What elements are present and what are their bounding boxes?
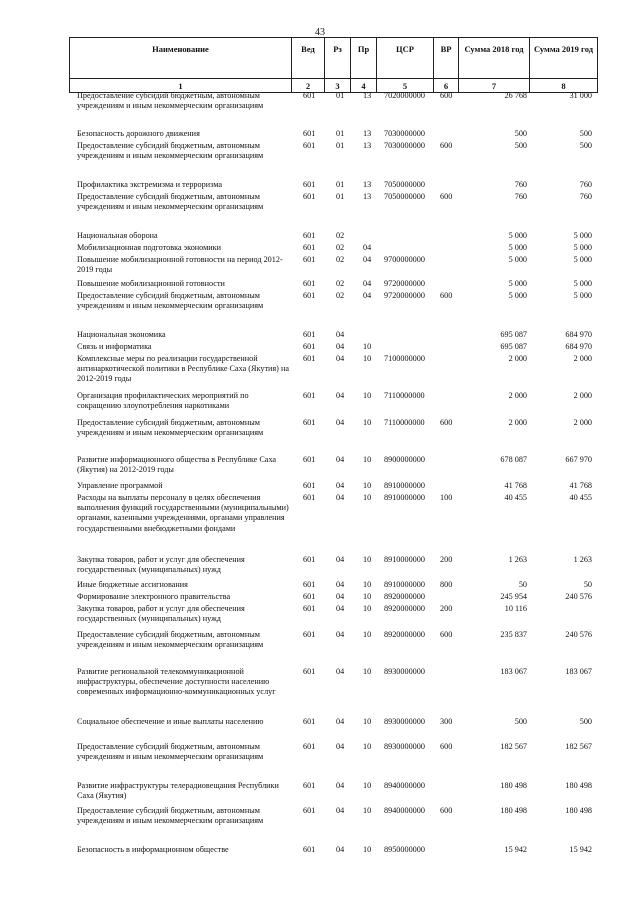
row-csr: 8900000000 xyxy=(384,455,425,464)
row-sum-2018: 50 xyxy=(518,580,527,589)
page-number: 43 xyxy=(315,27,325,38)
header-pr: Пр xyxy=(351,38,377,79)
row-csr: 8940000000 xyxy=(384,806,425,815)
row-vr: 600 xyxy=(440,141,453,150)
row-sum-2018: 235 837 xyxy=(500,630,527,639)
row-name: Профилактика экстремизма и терроризма xyxy=(77,180,222,189)
row-pr: 10 xyxy=(363,592,372,601)
row-sum-2018: 2 000 xyxy=(508,391,527,400)
row-name: Социальное обеспечение и иные выплаты населению xyxy=(77,717,264,726)
row-csr: 7050000000 xyxy=(384,180,425,189)
row-csr: 8910000000 xyxy=(384,493,425,502)
row-sum-2018: 5 000 xyxy=(508,291,527,300)
row-sum-2018: 180 498 xyxy=(500,806,527,815)
row-vr: 100 xyxy=(440,493,453,502)
row-pr: 13 xyxy=(363,192,372,201)
row-name: Организация профилактических мероприятий по сокращению злоупотребления наркотиками xyxy=(77,391,249,411)
row-ved: 601 xyxy=(303,243,316,252)
row-pr: 13 xyxy=(363,91,372,100)
row-csr: 8930000000 xyxy=(384,667,425,676)
row-sum-2019: 1 263 xyxy=(573,555,592,564)
row-pr: 10 xyxy=(363,806,372,815)
row-ved: 601 xyxy=(303,592,316,601)
row-sum-2019: 240 576 xyxy=(565,630,592,639)
header-ved: Вед xyxy=(292,38,325,79)
row-pr: 04 xyxy=(363,291,372,300)
row-name: Развитие информационного общества в Республике Саха (Якутия) на 2012-2019 годы xyxy=(77,455,277,475)
row-name: Национальная экономика xyxy=(77,330,166,339)
row-sum-2019: 5 000 xyxy=(573,279,592,288)
row-pr: 04 xyxy=(363,279,372,288)
row-csr: 8950000000 xyxy=(384,845,425,854)
column-number: 2 xyxy=(292,79,325,93)
row-name: Мобилизационная подготовка экономики xyxy=(77,243,222,252)
row-sum-2018: 500 xyxy=(514,141,527,150)
row-ved: 601 xyxy=(303,129,316,138)
row-ved: 601 xyxy=(303,354,316,363)
row-ved: 601 xyxy=(303,580,316,589)
row-name: Формирование электронного правительства xyxy=(77,592,231,601)
header-name: Наименование xyxy=(70,38,292,79)
header-rz: Рз xyxy=(325,38,351,79)
row-sum-2018: 15 942 xyxy=(504,845,527,854)
row-csr: 7030000000 xyxy=(384,141,425,150)
row-name: Развитие инфраструктуры телерадиовещания Республики Саха (Якутия) xyxy=(77,781,279,801)
row-rz: 04 xyxy=(336,493,345,502)
row-vr: 300 xyxy=(440,717,453,726)
row-pr: 10 xyxy=(363,630,372,639)
header-sum-2018: Сумма 2018 год xyxy=(459,38,530,79)
row-sum-2019: 760 xyxy=(579,192,592,201)
row-pr: 10 xyxy=(363,555,372,564)
row-pr: 10 xyxy=(363,742,372,751)
row-sum-2018: 5 000 xyxy=(508,231,527,240)
row-csr: 8910000000 xyxy=(384,580,425,589)
row-name: Связь и информатика xyxy=(77,342,152,351)
row-ved: 601 xyxy=(303,555,316,564)
row-csr: 7100000000 xyxy=(384,354,425,363)
row-sum-2018: 695 087 xyxy=(500,330,527,339)
row-name: Безопасность в информационном обществе xyxy=(77,845,229,854)
row-ved: 601 xyxy=(303,192,316,201)
row-pr: 10 xyxy=(363,493,372,502)
row-csr: 7020000000 xyxy=(384,91,425,100)
row-pr: 10 xyxy=(363,418,372,427)
row-name: Предоставление субсидий бюджетным, автономным учреждениям и иным некоммерческим организациям xyxy=(77,630,264,650)
row-ved: 601 xyxy=(303,231,316,240)
row-ved: 601 xyxy=(303,493,316,502)
row-pr: 13 xyxy=(363,129,372,138)
row-csr: 7050000000 xyxy=(384,192,425,201)
row-sum-2018: 500 xyxy=(514,717,527,726)
row-name: Иные бюджетные ассигнования xyxy=(77,580,188,589)
row-sum-2018: 10 116 xyxy=(504,604,527,613)
row-rz: 02 xyxy=(336,255,345,264)
row-ved: 601 xyxy=(303,781,316,790)
row-ved: 601 xyxy=(303,455,316,464)
column-number: 1 xyxy=(70,79,292,93)
row-ved: 601 xyxy=(303,604,316,613)
row-csr: 9720000000 xyxy=(384,279,425,288)
row-csr: 8920000000 xyxy=(384,604,425,613)
row-rz: 04 xyxy=(336,667,345,676)
row-name: Предоставление субсидий бюджетным, автономным учреждениям и иным некоммерческим организациям xyxy=(77,742,264,762)
row-name: Повышение мобилизационной готовности xyxy=(77,279,225,288)
row-sum-2019: 40 455 xyxy=(569,493,592,502)
header-vr: ВР xyxy=(434,38,459,79)
header-csr: ЦСР xyxy=(377,38,434,79)
row-name: Безопасность дорожного движения xyxy=(77,129,200,138)
row-name: Предоставление субсидий бюджетным, автономным учреждениям и иным некоммерческим организациям xyxy=(77,806,264,826)
row-pr: 10 xyxy=(363,342,372,351)
row-pr: 04 xyxy=(363,255,372,264)
row-vr: 600 xyxy=(440,91,453,100)
row-sum-2019: 667 970 xyxy=(565,455,592,464)
row-sum-2019: 5 000 xyxy=(573,243,592,252)
row-name: Закупка товаров, работ и услуг для обеспечения государственных (муниципальных) нужд xyxy=(77,604,245,624)
row-csr: 9700000000 xyxy=(384,255,425,264)
row-csr: 9720000000 xyxy=(384,291,425,300)
row-ved: 601 xyxy=(303,418,316,427)
row-rz: 04 xyxy=(336,806,345,815)
row-vr: 600 xyxy=(440,418,453,427)
row-sum-2018: 695 087 xyxy=(500,342,527,351)
row-pr: 10 xyxy=(363,455,372,464)
table-header xyxy=(69,37,598,93)
row-sum-2019: 500 xyxy=(579,717,592,726)
row-csr: 7110000000 xyxy=(384,391,425,400)
row-rz: 02 xyxy=(336,231,345,240)
row-pr: 10 xyxy=(363,604,372,613)
row-csr: 8930000000 xyxy=(384,717,425,726)
row-sum-2018: 245 954 xyxy=(500,592,527,601)
row-ved: 601 xyxy=(303,255,316,264)
row-csr: 7030000000 xyxy=(384,129,425,138)
row-rz: 02 xyxy=(336,279,345,288)
row-name: Предоставление субсидий бюджетным, автономным учреждениям и иным некоммерческим организациям xyxy=(77,418,264,438)
row-vr: 200 xyxy=(440,604,453,613)
column-number: 5 xyxy=(377,79,434,93)
row-sum-2018: 760 xyxy=(514,192,527,201)
row-sum-2018: 1 263 xyxy=(508,555,527,564)
row-rz: 04 xyxy=(336,580,345,589)
row-pr: 10 xyxy=(363,391,372,400)
row-sum-2018: 5 000 xyxy=(508,243,527,252)
row-pr: 10 xyxy=(363,354,372,363)
row-csr: 8930000000 xyxy=(384,742,425,751)
row-sum-2018: 2 000 xyxy=(508,418,527,427)
row-sum-2019: 684 970 xyxy=(565,330,592,339)
row-name: Предоставление субсидий бюджетным, автономным учреждениям и иным некоммерческим организациям xyxy=(77,91,264,111)
row-csr: 8910000000 xyxy=(384,555,425,564)
row-csr: 8940000000 xyxy=(384,781,425,790)
row-name: Предоставление субсидий бюджетным, автономным учреждениям и иным некоммерческим организациям xyxy=(77,192,264,212)
row-pr: 13 xyxy=(363,141,372,150)
row-sum-2018: 183 067 xyxy=(500,667,527,676)
row-ved: 601 xyxy=(303,180,316,189)
row-pr: 10 xyxy=(363,845,372,854)
row-rz: 04 xyxy=(336,354,345,363)
column-number: 4 xyxy=(351,79,377,93)
row-vr: 800 xyxy=(440,580,453,589)
row-rz: 04 xyxy=(336,742,345,751)
row-sum-2019: 15 942 xyxy=(569,845,592,854)
row-rz: 04 xyxy=(336,630,345,639)
row-ved: 601 xyxy=(303,330,316,339)
row-sum-2019: 500 xyxy=(579,141,592,150)
column-number: 3 xyxy=(325,79,351,93)
row-name: Развитие региональной телекоммуникационной инфраструктуры, обеспечение доступности населению современных информационно-коммуникационных услуг xyxy=(77,667,276,697)
row-vr: 600 xyxy=(440,742,453,751)
row-sum-2019: 240 576 xyxy=(565,592,592,601)
row-vr: 600 xyxy=(440,630,453,639)
row-sum-2019: 5 000 xyxy=(573,255,592,264)
row-rz: 04 xyxy=(336,418,345,427)
row-vr: 600 xyxy=(440,806,453,815)
row-pr: 04 xyxy=(363,243,372,252)
row-sum-2019: 180 498 xyxy=(565,781,592,790)
row-pr: 10 xyxy=(363,481,372,490)
row-rz: 01 xyxy=(336,141,345,150)
row-sum-2019: 684 970 xyxy=(565,342,592,351)
row-rz: 04 xyxy=(336,330,345,339)
row-name: Повышение мобилизационной готовности на период 2012-2019 годы xyxy=(77,255,283,275)
header-sum-2019: Сумма 2019 год xyxy=(530,38,598,79)
row-sum-2018: 678 087 xyxy=(500,455,527,464)
row-ved: 601 xyxy=(303,845,316,854)
row-name: Расходы на выплаты персоналу в целях обеспечения выполнения функций государственными (муниципальными) органами, казенными учреждениями, органами управления государственными внебюджетными фондами xyxy=(77,493,289,533)
row-rz: 04 xyxy=(336,342,345,351)
row-sum-2018: 180 498 xyxy=(500,781,527,790)
row-pr: 13 xyxy=(363,180,372,189)
row-rz: 01 xyxy=(336,180,345,189)
row-ved: 601 xyxy=(303,342,316,351)
column-number: 8 xyxy=(530,79,598,93)
row-ved: 601 xyxy=(303,279,316,288)
row-sum-2018: 2 000 xyxy=(508,354,527,363)
row-sum-2018: 760 xyxy=(514,180,527,189)
column-number: 7 xyxy=(459,79,530,93)
row-rz: 04 xyxy=(336,455,345,464)
row-sum-2019: 760 xyxy=(579,180,592,189)
row-csr: 8910000000 xyxy=(384,481,425,490)
row-rz: 02 xyxy=(336,243,345,252)
row-rz: 04 xyxy=(336,604,345,613)
row-sum-2018: 5 000 xyxy=(508,279,527,288)
row-sum-2019: 500 xyxy=(579,129,592,138)
row-rz: 04 xyxy=(336,717,345,726)
row-rz: 04 xyxy=(336,391,345,400)
row-ved: 601 xyxy=(303,91,316,100)
row-rz: 01 xyxy=(336,129,345,138)
row-rz: 04 xyxy=(336,592,345,601)
row-ved: 601 xyxy=(303,630,316,639)
row-vr: 200 xyxy=(440,555,453,564)
row-sum-2019: 2 000 xyxy=(573,354,592,363)
row-ved: 601 xyxy=(303,742,316,751)
row-sum-2019: 182 567 xyxy=(565,742,592,751)
row-name: Комплексные меры по реализации государственной антинаркотической политики в Республике Саха (Якутия) на 2012-2019 годы xyxy=(77,354,289,384)
row-csr: 8920000000 xyxy=(384,630,425,639)
row-name: Закупка товаров, работ и услуг для обеспечения государственных (муниципальных) нужд xyxy=(77,555,245,575)
row-ved: 601 xyxy=(303,806,316,815)
row-ved: 601 xyxy=(303,141,316,150)
row-sum-2019: 183 067 xyxy=(565,667,592,676)
row-sum-2018: 500 xyxy=(514,129,527,138)
row-name: Предоставление субсидий бюджетным, автономным учреждениям и иным некоммерческим организациям xyxy=(77,291,264,311)
row-sum-2019: 2 000 xyxy=(573,391,592,400)
row-csr: 7110000000 xyxy=(384,418,425,427)
row-sum-2019: 5 000 xyxy=(573,231,592,240)
column-number: 6 xyxy=(434,79,459,93)
row-ved: 601 xyxy=(303,291,316,300)
row-ved: 601 xyxy=(303,667,316,676)
row-rz: 01 xyxy=(336,192,345,201)
row-pr: 10 xyxy=(363,667,372,676)
row-rz: 04 xyxy=(336,845,345,854)
row-vr: 600 xyxy=(440,291,453,300)
row-rz: 01 xyxy=(336,91,345,100)
row-sum-2018: 40 455 xyxy=(504,493,527,502)
row-sum-2018: 5 000 xyxy=(508,255,527,264)
row-name: Предоставление субсидий бюджетным, автономным учреждениям и иным некоммерческим организациям xyxy=(77,141,264,161)
row-sum-2018: 182 567 xyxy=(500,742,527,751)
row-name: Национальная оборона xyxy=(77,231,158,240)
row-pr: 10 xyxy=(363,717,372,726)
row-pr: 10 xyxy=(363,580,372,589)
row-rz: 04 xyxy=(336,481,345,490)
row-sum-2019: 180 498 xyxy=(565,806,592,815)
row-sum-2018: 26 768 xyxy=(504,91,527,100)
row-ved: 601 xyxy=(303,391,316,400)
row-name: Управление программой xyxy=(77,481,163,490)
row-rz: 04 xyxy=(336,781,345,790)
row-ved: 601 xyxy=(303,481,316,490)
row-sum-2019: 31 000 xyxy=(569,91,592,100)
row-vr: 600 xyxy=(440,192,453,201)
row-sum-2019: 2 000 xyxy=(573,418,592,427)
row-rz: 02 xyxy=(336,291,345,300)
row-sum-2018: 41 768 xyxy=(504,481,527,490)
row-ved: 601 xyxy=(303,717,316,726)
row-sum-2019: 41 768 xyxy=(569,481,592,490)
row-sum-2019: 5 000 xyxy=(573,291,592,300)
row-pr: 10 xyxy=(363,781,372,790)
row-rz: 04 xyxy=(336,555,345,564)
row-csr: 8920000000 xyxy=(384,592,425,601)
row-sum-2019: 50 xyxy=(583,580,592,589)
